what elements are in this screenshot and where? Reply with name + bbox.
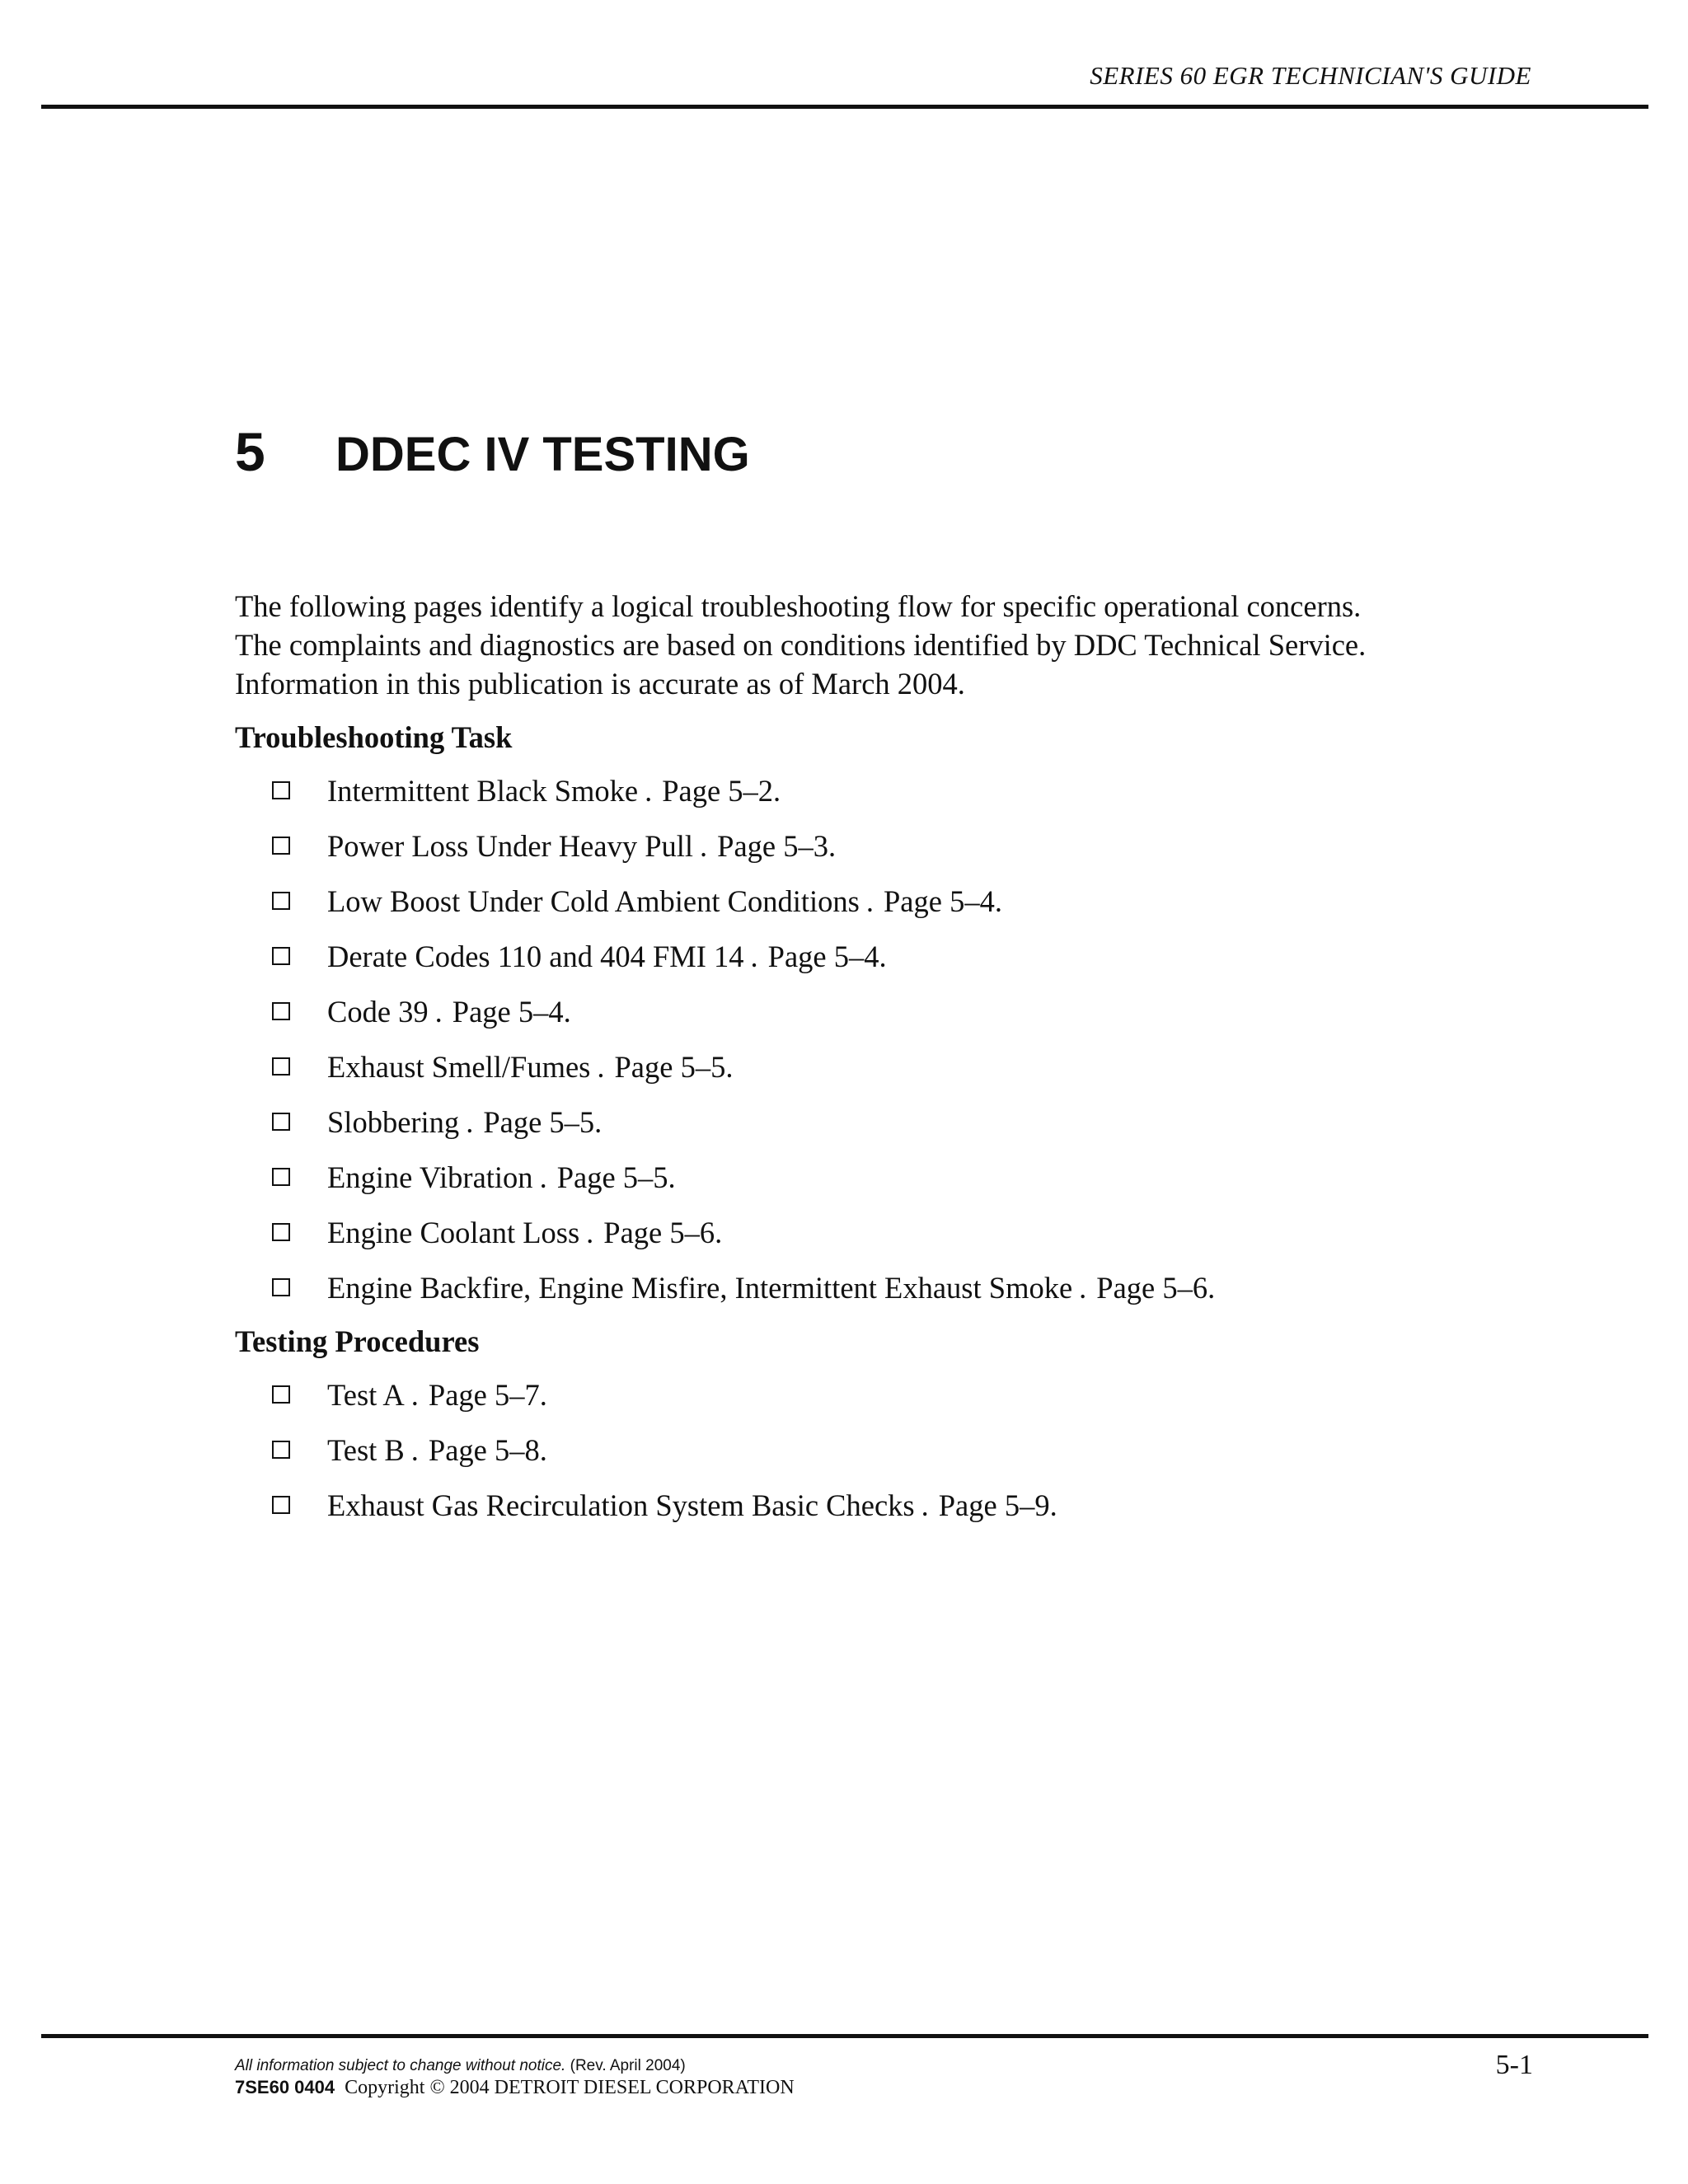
troubleshooting-list	[235, 771, 1521, 1307]
list-item[interactable]: Exhaust Smell/Fumes . Page 5–5.	[235, 1047, 1521, 1086]
list-item[interactable]: Engine Coolant Loss . Page 5–6.	[235, 1213, 1521, 1252]
footer-rule	[41, 2034, 1648, 2038]
list-item[interactable]: Low Boost Under Cold Ambient Conditions . Page 5–4.	[235, 882, 1521, 921]
item-label: Exhaust Gas Recirculation System Basic Checks	[327, 1488, 915, 1522]
item-label: Test A	[327, 1378, 405, 1412]
page-footer	[235, 2050, 1533, 2099]
checkbox-icon[interactable]	[272, 1496, 290, 1514]
list-item[interactable]: Engine Vibration . Page 5–5.	[235, 1158, 1521, 1197]
item-label: Derate Codes 110 and 404 FMI 14	[327, 940, 744, 973]
item-label: Engine Coolant Loss	[327, 1216, 580, 1249]
page-ref-link[interactable]: Page 5–5.	[556, 1160, 676, 1194]
page-ref-link[interactable]: Page 5–3.	[717, 829, 837, 863]
checkbox-icon[interactable]	[272, 947, 290, 965]
footer-notice	[235, 2056, 1533, 2076]
testing-list	[235, 1376, 1521, 1525]
item-label: Power Loss Under Heavy Pull	[327, 829, 694, 863]
page-number: 5-1	[1495, 2050, 1533, 2080]
checkbox-icon[interactable]	[272, 1113, 290, 1131]
page-ref-link[interactable]: Page 5–4.	[884, 884, 1002, 918]
notice-text: All information subject to change without notice.	[235, 2057, 566, 2074]
checkbox-icon[interactable]	[272, 837, 290, 855]
page-ref-link[interactable]: Page 5–9.	[938, 1488, 1057, 1522]
list-item[interactable]: Engine Backfire, Engine Misfire, Intermittent Exhaust Smoke . Page 5–6.	[235, 1268, 1521, 1307]
intro-line: The following pages identify a logical troubleshooting flow for specific operational concerns.	[235, 589, 1362, 623]
intro-line: Information in this publication is accurate as of March 2004.	[235, 667, 965, 701]
item-label: Code 39	[327, 995, 429, 1029]
page-ref-link[interactable]: Page 5–5.	[614, 1050, 734, 1084]
running-head: SERIES 60 EGR TECHNICIAN'S GUIDE	[1090, 61, 1531, 90]
page-body	[235, 587, 1521, 1525]
testing-heading: Testing Procedures	[235, 1324, 480, 1358]
checkbox-icon[interactable]	[272, 1223, 290, 1241]
troubleshooting-heading: Troubleshooting Task	[235, 720, 513, 754]
checkbox-icon[interactable]	[272, 1002, 290, 1020]
checkbox-icon[interactable]	[272, 892, 290, 910]
list-item[interactable]: Power Loss Under Heavy Pull . Page 5–3.	[235, 827, 1521, 865]
list-item[interactable]: Derate Codes 110 and 404 FMI 14 . Page 5–4.	[235, 937, 1521, 976]
revision-text: (Rev. April 2004)	[570, 2057, 686, 2074]
page-ref-link[interactable]: Page 5–6.	[603, 1216, 723, 1249]
checkbox-icon[interactable]	[272, 1057, 290, 1076]
header-rule	[41, 105, 1648, 109]
intro-line: The complaints and diagnostics are based on conditions identified by DDC Technical Service.	[235, 628, 1367, 662]
chapter-heading	[235, 421, 750, 482]
item-label: Test B	[327, 1433, 405, 1467]
chapter-number: 5	[235, 421, 265, 482]
checkbox-icon[interactable]	[272, 1168, 290, 1186]
footer-copyright	[235, 2076, 1533, 2099]
list-item[interactable]: Code 39 . Page 5–4.	[235, 992, 1521, 1031]
page-ref-link[interactable]: Page 5–5.	[483, 1105, 603, 1139]
item-label: Intermittent Black Smoke	[327, 774, 639, 808]
item-label: Low Boost Under Cold Ambient Conditions	[327, 884, 860, 918]
chapter-title: DDEC IV TESTING	[335, 428, 750, 481]
item-label: Exhaust Smell/Fumes	[327, 1050, 591, 1084]
checkbox-icon[interactable]	[272, 781, 290, 799]
list-item[interactable]: Slobbering . Page 5–5.	[235, 1103, 1521, 1141]
intro-paragraph	[235, 587, 1521, 703]
list-item[interactable]: Exhaust Gas Recirculation System Basic Checks . Page 5–9.	[235, 1486, 1521, 1525]
doc-code: 7SE60 0404	[235, 2077, 335, 2097]
checkbox-icon[interactable]	[272, 1385, 290, 1404]
checkbox-icon[interactable]	[272, 1278, 290, 1296]
list-item[interactable]: Intermittent Black Smoke . Page 5–2.	[235, 771, 1521, 810]
item-label: Slobbering	[327, 1105, 460, 1139]
page-ref-link[interactable]: Page 5–7.	[428, 1378, 547, 1412]
page-ref-link[interactable]: Page 5–4.	[767, 940, 887, 973]
page-ref-link[interactable]: Page 5–2.	[662, 774, 781, 808]
item-label: Engine Backfire, Engine Misfire, Intermittent Exhaust Smoke	[327, 1271, 1073, 1305]
page-ref-link[interactable]: Page 5–6.	[1096, 1271, 1216, 1305]
page-ref-link[interactable]: Page 5–4.	[452, 995, 571, 1029]
page-ref-link[interactable]: Page 5–8.	[428, 1433, 547, 1467]
copyright-text: Copyright © 2004 DETROIT DIESEL CORPORATION	[345, 2077, 795, 2098]
checkbox-icon[interactable]	[272, 1441, 290, 1459]
list-item[interactable]: Test A . Page 5–7.	[235, 1376, 1521, 1414]
item-label: Engine Vibration	[327, 1160, 533, 1194]
list-item[interactable]: Test B . Page 5–8.	[235, 1431, 1521, 1469]
